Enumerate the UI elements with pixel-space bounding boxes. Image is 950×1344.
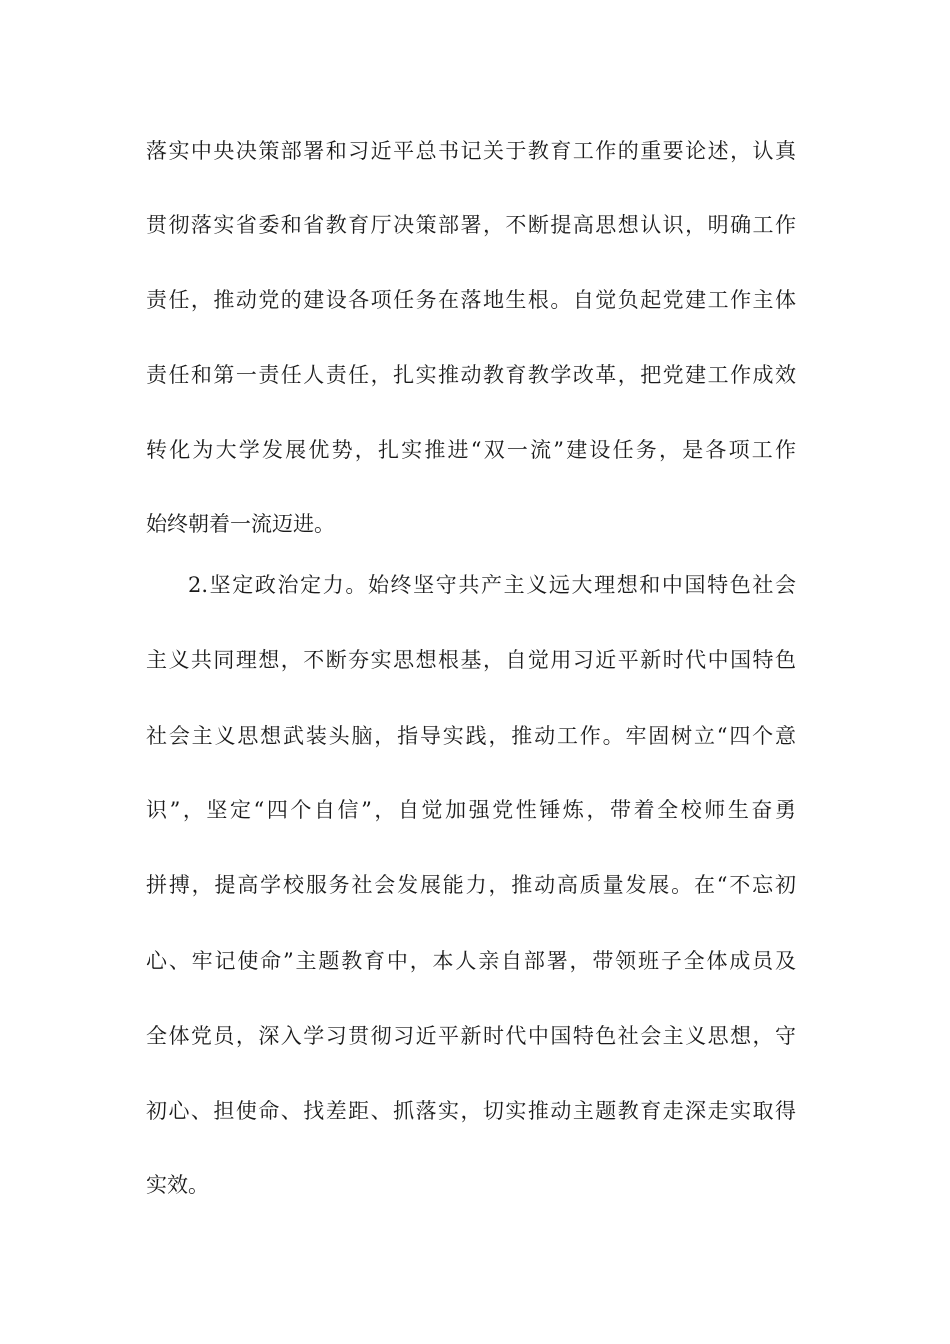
text-line: 贯彻落实省委和省教育厅决策部署，不断提高思想认识，明确工作 — [146, 213, 796, 237]
text-line: 识”，坚定“四个自信”，自觉加强党性锤炼，带着全校师生奋勇 — [146, 798, 796, 822]
text-line: 责任，推动党的建设各项任务在落地生根。自觉负起党建工作主体 — [146, 288, 796, 312]
text-line: 始终朝着一流迈进。 — [146, 512, 335, 536]
text-line: 社会主义思想武装头脑，指导实践，推动工作。牢固树立“四个意 — [146, 724, 796, 748]
text-line: 主义共同理想，不断夯实思想根基，自觉用习近平新时代中国特色 — [146, 648, 796, 672]
text-line: 责任和第一责任人责任，扎实推动教育教学改革，把党建工作成效 — [146, 363, 796, 387]
text-line: 初心、担使命、找差距、抓落实，切实推动主题教育走深走实取得 — [146, 1099, 796, 1123]
text-line: 拼搏，提高学校服务社会发展能力，推动高质量发展。在“不忘初 — [146, 873, 796, 897]
text-line: 落实中央决策部署和习近平总书记关于教育工作的重要论述，认真 — [146, 139, 796, 163]
text-line: 心、牢记使命”主题教育中，本人亲自部署，带领班子全体成员及 — [146, 949, 796, 973]
text-line: 实效。 — [146, 1173, 209, 1197]
text-line: 全体党员，深入学习贯彻习近平新时代中国特色社会主义思想，守 — [146, 1024, 796, 1048]
text-line: 转化为大学发展优势，扎实推进“双一流”建设任务，是各项工作 — [146, 438, 796, 462]
text-line: 2.坚定政治定力。始终坚守共产主义远大理想和中国特色社会 — [188, 573, 796, 597]
